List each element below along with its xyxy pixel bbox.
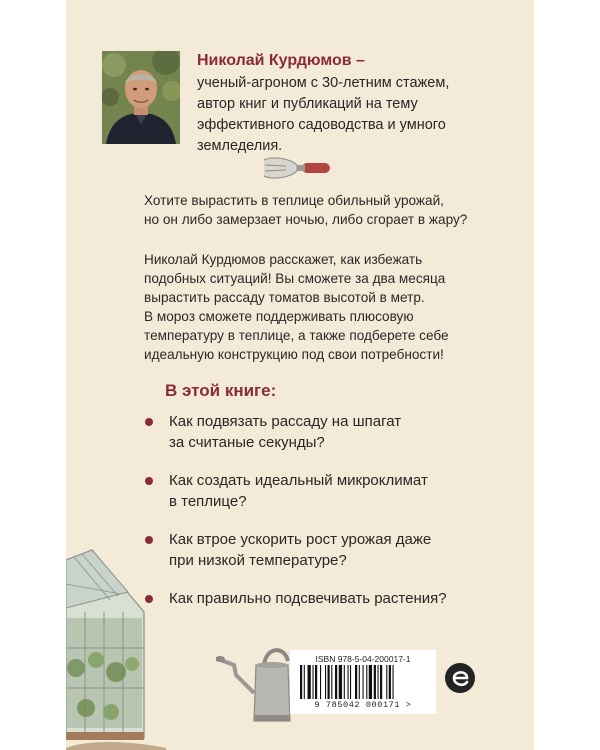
intro-line: вырастить рассаду томатов высотой в метр. bbox=[144, 290, 425, 305]
list-item-line: Как втрое ускорить рост урожая даже bbox=[169, 531, 432, 548]
intro-line: но он либо замерзает ночью, либо сгорает в жару? bbox=[144, 212, 468, 227]
barcode-bar bbox=[335, 665, 337, 699]
list-item-line: при низкой температуре? bbox=[169, 552, 347, 569]
barcode-bar bbox=[339, 665, 342, 699]
barcode-bar bbox=[313, 665, 314, 699]
barcode-bar bbox=[363, 665, 364, 699]
list-item-line: Как правильно подсвечивать растения? bbox=[169, 590, 447, 607]
author-bio-line: эффективного садоводства и умного bbox=[197, 117, 446, 133]
bullet-dot-icon bbox=[145, 536, 153, 544]
barcode-digits: 9 785042 000171 > bbox=[314, 700, 412, 710]
barcode-bar bbox=[378, 665, 379, 699]
list-item bbox=[143, 588, 503, 609]
author-bio-line: земледелия. bbox=[197, 138, 283, 154]
barcode-bar bbox=[355, 665, 357, 699]
barcode-bar bbox=[359, 665, 360, 699]
barcode-bar bbox=[366, 665, 367, 699]
barcode-bars bbox=[298, 665, 428, 699]
greenhouse-illustration bbox=[66, 548, 166, 750]
author-bio-line: автор книг и публикаций на тему bbox=[197, 96, 418, 112]
barcode-bar bbox=[320, 665, 321, 699]
intro-line: подобных ситуаций! Вы сможете за два месяца bbox=[144, 271, 446, 286]
intro-line: идеальную конструкцию под свои потребности! bbox=[144, 347, 444, 362]
barcode-bar bbox=[344, 665, 345, 699]
barcode-bar bbox=[315, 665, 317, 699]
intro-paragraph-1 bbox=[144, 191, 504, 229]
intro-paragraph-2 bbox=[144, 250, 504, 364]
barcode-bar bbox=[380, 665, 382, 699]
list-item-line: Как создать идеальный микроклимат bbox=[169, 472, 428, 489]
barcode-bar bbox=[374, 665, 376, 699]
bullet-dot-icon bbox=[145, 477, 153, 485]
list-item-line: за считаные секунды? bbox=[169, 434, 325, 451]
publisher-logo bbox=[444, 662, 476, 699]
list-item bbox=[143, 529, 503, 571]
barcode-bar bbox=[300, 665, 302, 699]
barcode-bar bbox=[331, 665, 332, 699]
barcode-bar bbox=[369, 665, 372, 699]
list-item bbox=[143, 411, 503, 453]
intro-line: В мороз сможете поддерживать плюсовую bbox=[144, 309, 414, 324]
barcode-bar bbox=[386, 665, 387, 699]
section-title: В этой книге: bbox=[165, 381, 277, 400]
barcode-bar bbox=[348, 665, 349, 699]
intro-line: температуру в теплице, а также подберете себе bbox=[144, 328, 449, 343]
list-item bbox=[143, 470, 503, 512]
list-item-line: Как подвязать рассаду на шпагат bbox=[169, 413, 402, 430]
intro-line: Хотите вырастить в теплице обильный урожай, bbox=[144, 193, 444, 208]
author-name: Николай Курдюмов – bbox=[197, 52, 365, 69]
list-item-line: в теплице? bbox=[169, 493, 247, 510]
intro-line: Николай Курдюмов расскажет, как избежать bbox=[144, 252, 423, 267]
barcode bbox=[290, 650, 436, 714]
barcode-bar bbox=[328, 665, 330, 699]
barcode-bar bbox=[350, 665, 351, 699]
barcode-bar bbox=[393, 665, 394, 699]
barcode-bar bbox=[389, 665, 391, 699]
author-bio-line: ученый-агроном с 30-летним стажем, bbox=[197, 75, 450, 91]
author-photo bbox=[102, 51, 180, 144]
book-back-cover bbox=[66, 0, 534, 750]
barcode-bar bbox=[308, 665, 311, 699]
barcode-bar bbox=[304, 665, 305, 699]
feature-list bbox=[143, 411, 503, 609]
author-bio bbox=[197, 73, 497, 157]
bullet-dot-icon bbox=[145, 418, 153, 426]
garden-fork-icon bbox=[262, 154, 332, 189]
barcode-bar bbox=[325, 665, 326, 699]
isbn-label: ISBN 978-5-04-200017-1 bbox=[315, 654, 411, 664]
